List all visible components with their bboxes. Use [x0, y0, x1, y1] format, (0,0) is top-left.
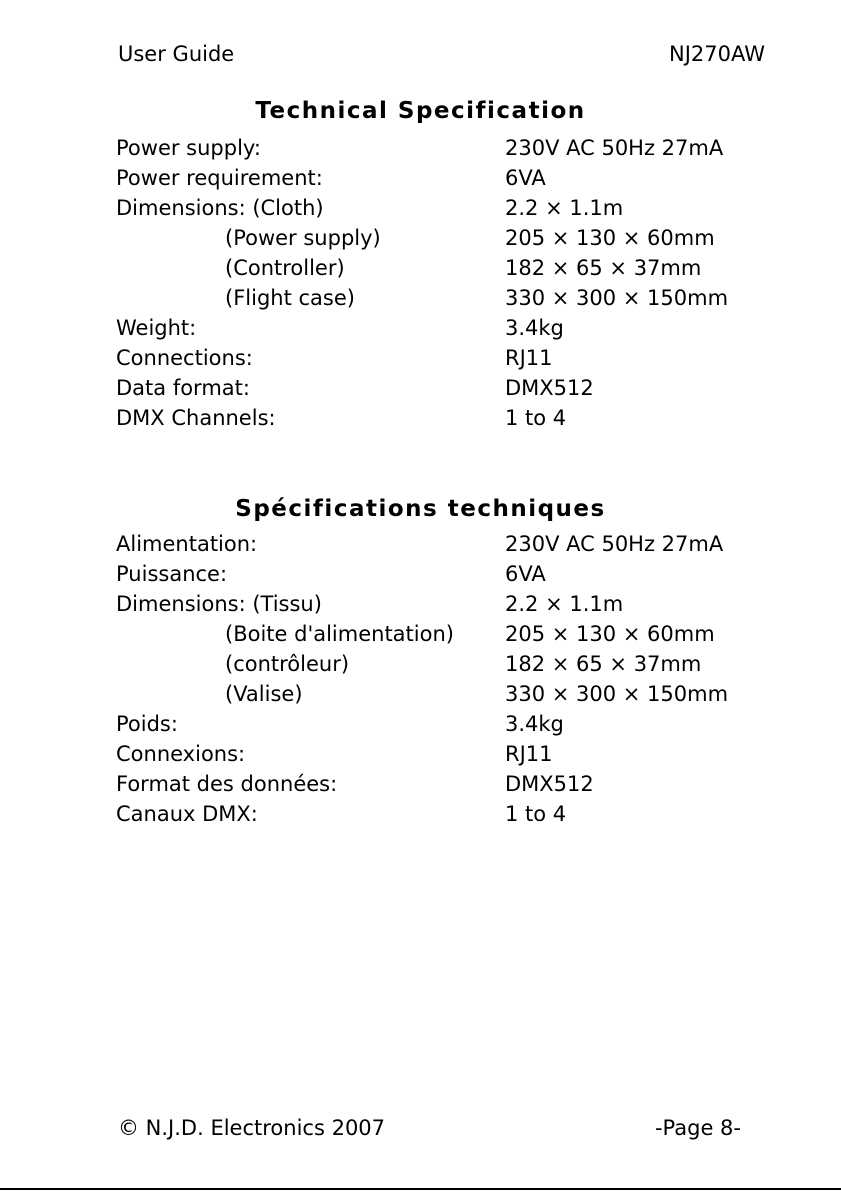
spec-value: 3.4kg: [505, 712, 564, 736]
section-title-english: Technical Specification: [255, 98, 586, 124]
spec-value: 182 × 65 × 37mm: [505, 256, 702, 280]
spec-value: RJ11: [505, 346, 553, 370]
spec-row: [0, 406, 841, 436]
spec-value: DMX512: [505, 772, 594, 796]
spec-label: Format des données:: [116, 772, 338, 796]
spec-value: 330 × 300 × 150mm: [505, 682, 729, 706]
spec-label: DMX Channels:: [116, 406, 276, 430]
spec-row: [0, 286, 841, 316]
spec-label: (contrôleur): [225, 652, 350, 676]
spec-row: [0, 592, 841, 622]
spec-value: 2.2 × 1.1m: [505, 196, 624, 220]
spec-row: [0, 742, 841, 772]
spec-row: [0, 316, 841, 346]
spec-row: [0, 256, 841, 286]
footer-copyright: © N.J.D. Electronics 2007: [118, 1116, 386, 1140]
spec-row: [0, 682, 841, 712]
spec-value: 330 × 300 × 150mm: [505, 286, 729, 310]
spec-value: 230V AC 50Hz 27mA: [505, 136, 724, 160]
spec-row: [0, 376, 841, 406]
page-bottom-rule: [0, 1188, 841, 1190]
spec-label: Dimensions: (Tissu): [116, 592, 322, 616]
spec-row: [0, 772, 841, 802]
spec-label: Alimentation:: [116, 532, 258, 556]
spec-value: 230V AC 50Hz 27mA: [505, 532, 724, 556]
spec-label: Puissance:: [116, 562, 228, 586]
spec-row: [0, 562, 841, 592]
header-model-number: NJ270AW: [669, 42, 765, 66]
spec-value: 6VA: [505, 166, 546, 190]
spec-label: (Flight case): [225, 286, 355, 310]
spec-label: Canaux DMX:: [116, 802, 258, 826]
spec-label: (Controller): [225, 256, 345, 280]
spec-label: Connexions:: [116, 742, 246, 766]
spec-value: DMX512: [505, 376, 594, 400]
spec-label: Dimensions: (Cloth): [116, 196, 324, 220]
spec-row: [0, 622, 841, 652]
spec-label: Connections:: [116, 346, 253, 370]
spec-row: [0, 166, 841, 196]
spec-value: 3.4kg: [505, 316, 564, 340]
spec-row: [0, 136, 841, 166]
spec-row: [0, 532, 841, 562]
spec-label: Power supply:: [116, 136, 261, 160]
spec-label: Weight:: [116, 316, 197, 340]
spec-row: [0, 712, 841, 742]
section-title-french: Spécifications techniques: [235, 496, 606, 522]
spec-value: RJ11: [505, 742, 553, 766]
spec-row: [0, 346, 841, 376]
spec-row: [0, 802, 841, 832]
spec-label: (Boite d'alimentation): [225, 622, 454, 646]
spec-value: 1 to 4: [505, 802, 567, 826]
spec-label: Poids:: [116, 712, 178, 736]
spec-value: 205 × 130 × 60mm: [505, 622, 715, 646]
spec-label: Power requirement:: [116, 166, 323, 190]
spec-row: [0, 226, 841, 256]
spec-value: 6VA: [505, 562, 546, 586]
spec-label: Data format:: [116, 376, 250, 400]
spec-value: 1 to 4: [505, 406, 567, 430]
header-document-type: User Guide: [118, 42, 235, 66]
spec-label: (Power supply): [225, 226, 381, 250]
spec-row: [0, 652, 841, 682]
spec-row: [0, 196, 841, 226]
spec-value: 205 × 130 × 60mm: [505, 226, 715, 250]
spec-label: (Valise): [225, 682, 303, 706]
spec-value: 182 × 65 × 37mm: [505, 652, 702, 676]
spec-value: 2.2 × 1.1m: [505, 592, 624, 616]
footer-page-number: -Page 8-: [654, 1116, 741, 1140]
